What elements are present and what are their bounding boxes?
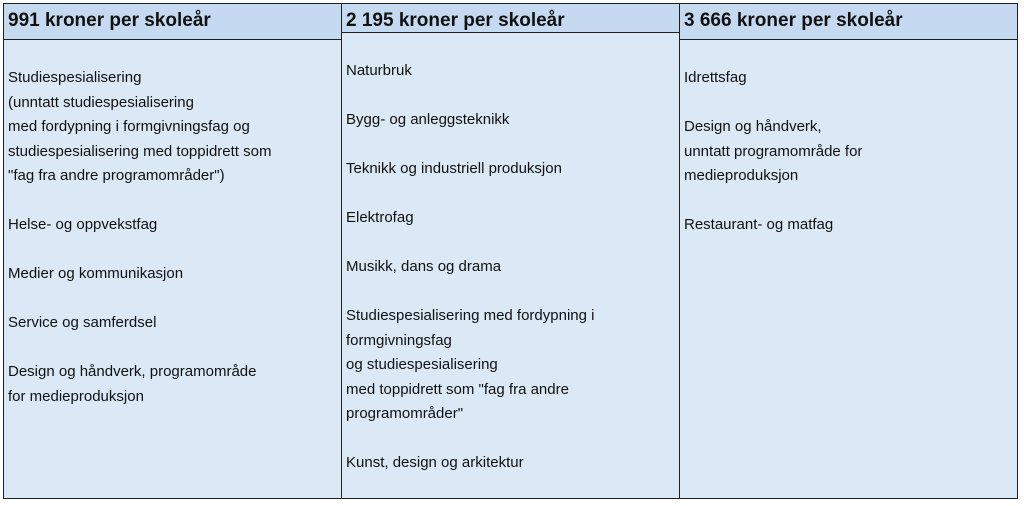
program-item-line: "fag fra andre programområder") [8, 167, 225, 184]
program-item-line: medieproduksjon [684, 167, 799, 184]
program-item [684, 115, 1017, 189]
program-item-line: (unntatt studiespesialisering [8, 93, 194, 111]
program-item-line: studiespesialisering med toppidrett som [8, 142, 272, 160]
program-item [346, 157, 679, 182]
program-item-line: Bygg- og anleggsteknikk [346, 111, 510, 128]
program-list [342, 33, 679, 500]
program-item-line: med toppidrett som "fag fra andre [346, 380, 569, 398]
program-list [680, 40, 1017, 262]
program-item [346, 451, 679, 476]
program-item [8, 360, 341, 409]
program-item-line: Studiespesialisering [8, 69, 142, 86]
program-item-line: med fordypning i formgivningsfag og [8, 118, 250, 135]
program-item-line: Musikk, dans og drama [346, 258, 502, 275]
program-item-line: Helse- og oppvekstfag [8, 216, 158, 233]
program-item [346, 59, 679, 84]
program-item-line: Kunst, design og arkitektur [346, 454, 524, 471]
program-item [346, 206, 679, 231]
program-item [8, 213, 341, 238]
program-item-line: Naturbruk [346, 62, 412, 79]
program-list [4, 40, 341, 434]
program-item-line: Design og håndverk, programområde [8, 363, 257, 380]
program-item-line: Restaurant- og matfag [684, 216, 834, 233]
program-item-line: Teknikk og industriell produksjon [346, 160, 562, 177]
program-item-line: Medier og kommunikasjon [8, 265, 184, 282]
program-item-line: Design og håndverk, [684, 118, 822, 135]
program-item [8, 311, 341, 336]
program-item-line: Elektrofag [346, 209, 414, 226]
price-column-2195 [342, 4, 680, 498]
program-item-line: for medieproduksjon [8, 387, 144, 405]
program-item-line: Service og samferdsel [8, 314, 157, 331]
program-item-line: Studiespesialisering med fordypning i [346, 307, 595, 324]
program-item-line: unntatt programområde for [684, 142, 863, 160]
column-header: 2 195 kroner per skoleår [342, 4, 679, 33]
program-item-line: og studiespesialisering [346, 356, 498, 373]
program-item [346, 108, 679, 133]
program-item-line: programområder" [346, 405, 464, 422]
price-column-3666 [680, 4, 1017, 498]
program-item-line: formgivningsfag [346, 331, 452, 349]
program-item-line: Idrettsfag [684, 69, 747, 86]
price-column-991 [4, 4, 342, 498]
program-item [684, 213, 1017, 238]
program-item [8, 262, 341, 287]
price-table [3, 3, 1018, 499]
column-header: 991 kroner per skoleår [4, 4, 341, 40]
program-item [684, 66, 1017, 91]
program-item [346, 255, 679, 280]
program-item [8, 66, 341, 189]
program-item [346, 304, 679, 427]
column-header: 3 666 kroner per skoleår [680, 4, 1017, 40]
